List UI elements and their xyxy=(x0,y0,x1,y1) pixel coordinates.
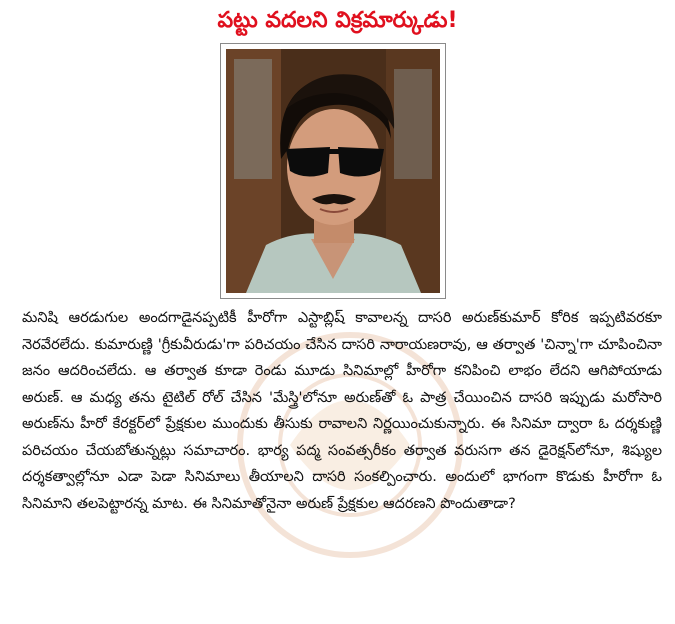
actor-portrait-image xyxy=(226,49,440,293)
actor-photo xyxy=(226,49,440,293)
photo-frame xyxy=(220,43,446,299)
article-body: మనిషి ఆరడుగుల అందగాడైనప్పటికీ హీరోగా ఎస్టాబ్లిష్ కావాలన్న దాసరి అరుణ్‌కుమార్ కోరిక ఇప్పటివరకూ నెరవేరలేదు. కుమారుణ్ణి 'గ్రీకువీరుడు'గా పరిచయం చేసిన దాసరి నారాయణరావు, ఆ తర్వాత 'చిన్నా'గా చూపించినా జనం ఆదరించలేదు. ఆ తర్వాత కూడా రెండు మూడు సినిమాల్లో హీరోగా కనిపించి లాభం లేదని ఆగిపోయాడు అరుణ్. ఆ మధ్య తను టైటిల్ రోల్ చేసిన 'మేస్త్రి'లోనూ అరుణ్‌తో ఓ పాత్ర చేయించిన దాసరి ఇప్పుడు మరోసారి అరుణ్‌ను హీరో కేరక్టర్‌లో ప్రేక్షకుల ముందుకు తీసుకు రావాలని నిర్ణయించుకున్నారు. ఈ సినిమా ద్వారా ఓ దర్శకుణ్ణి పరిచయం చేయబోతున్నట్లు సమాచారం. భార్య పద్మ సంవత్సరీకం తర్వాత వరుసగా తన డైరెక్షన్‌లోనూ, శిష్యుల దర్శకత్వాల్లోనూ ఎడా పెడా సినిమాలు తీయాలని దాసరి సంకల్పించారు. అందులో భాగంగా కొడుకు హీరోగా ఓ సినిమాని తలపెట్టారన్న మాట. ఈ సినిమాతోనైనా అరుణ్ ప్రేక్షకుల ఆదరణని పొందుతాడా? xyxy=(22,310,662,512)
article-headline: పట్టు వదలని విక్రమార్కుడు! xyxy=(217,8,458,33)
